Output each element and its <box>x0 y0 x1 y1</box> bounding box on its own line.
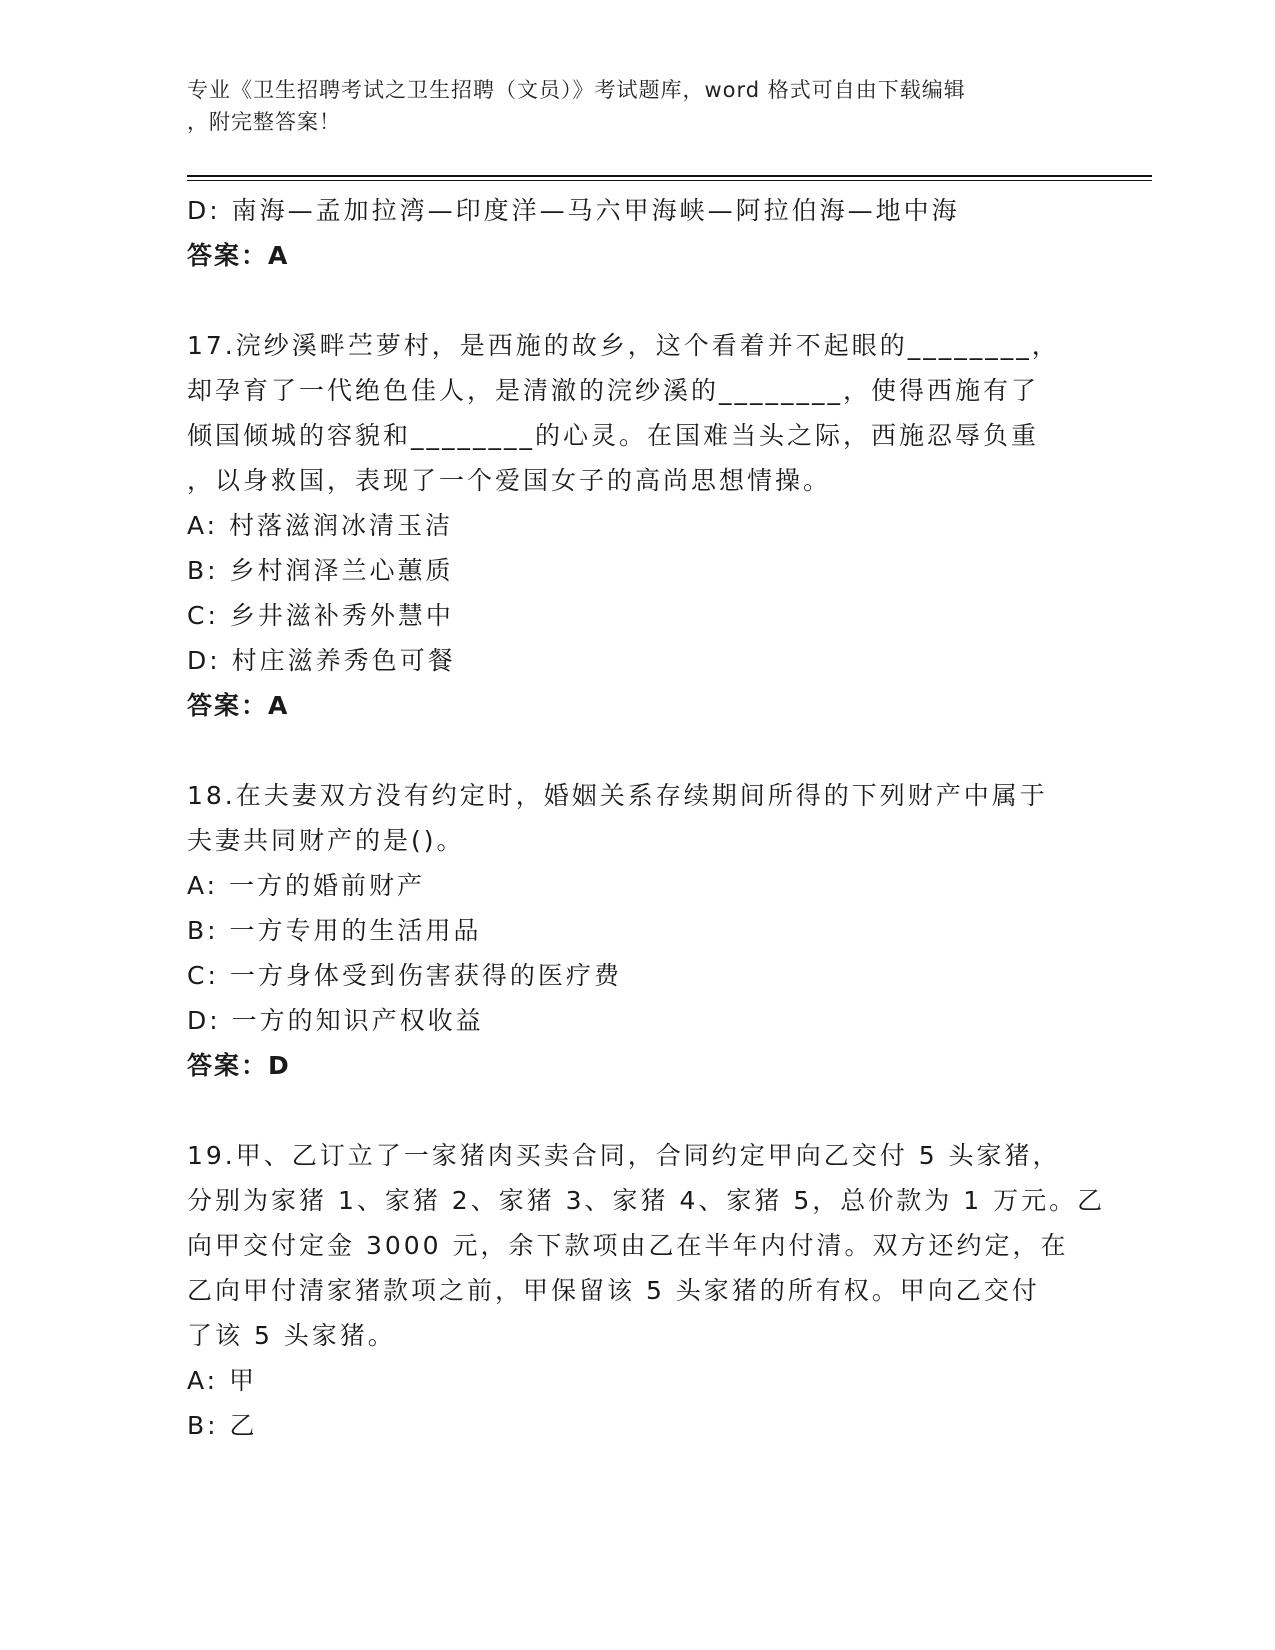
q19-stem-line-3: 向甲交付定金 3000 元，余下款项由乙在半年内付清。双方还约定，在 <box>187 1231 1069 1260</box>
q17-option-c: C: 乡井滋补秀外慧中 <box>187 601 454 630</box>
spacer <box>187 1088 1087 1133</box>
q19-option-a: A: 甲 <box>187 1366 258 1395</box>
question-body <box>187 188 1106 1448</box>
q19-stem-line-2: 分别为家猪 1、家猪 2、家猪 3、家猪 4、家猪 5，总价款为 1 万元。乙 <box>187 1186 1106 1215</box>
q18-stem-line-2: 夫妻共同财产的是()。 <box>187 826 465 855</box>
q16-option-d: D: 南海—孟加拉湾—印度洋—马六甲海峡—阿拉伯海—地中海 <box>187 196 960 225</box>
q18-answer: 答案：D <box>187 1051 291 1080</box>
q17-stem-line-4: ，以身救国，表现了一个爱国女子的高尚思想情操。 <box>187 466 832 495</box>
q18-option-a: A: 一方的婚前财产 <box>187 871 426 900</box>
q18-option-d: D: 一方的知识产权收益 <box>187 1006 484 1035</box>
q19-stem-line-1: 19.甲、乙订立了一家猪肉买卖合同，合同约定甲向乙交付 5 头家猪， <box>187 1141 1061 1170</box>
header-divider-thick <box>187 175 1152 177</box>
q16-answer: 答案：A <box>187 241 290 270</box>
q18-option-b: B: 一方专用的生活用品 <box>187 916 482 945</box>
header-line-1: 专业《卫生招聘考试之卫生招聘（文员）》考试题库，word 格式可自由下载编辑 <box>187 78 966 102</box>
q17-stem-line-1: 17.浣纱溪畔苎萝村，是西施的故乡，这个看着并不起眼的________， <box>187 331 1060 360</box>
q17-answer: 答案：A <box>187 691 290 720</box>
header-divider-thin <box>187 180 1152 181</box>
q19-stem-line-5: 了该 5 头家猪。 <box>187 1321 396 1350</box>
q17-option-b: B: 乡村润泽兰心蕙质 <box>187 556 454 585</box>
spacer <box>187 728 1087 773</box>
q17-stem-line-2: 却孕育了一代绝色佳人，是清澈的浣纱溪的________，使得西施有了 <box>187 376 1040 405</box>
header-line-2: ，附完整答案！ <box>187 110 341 134</box>
q17-option-d: D: 村庄滋养秀色可餐 <box>187 646 456 675</box>
spacer <box>187 278 1087 323</box>
q18-option-c: C: 一方身体受到伤害获得的医疗费 <box>187 961 622 990</box>
q17-stem-line-3: 倾国倾城的容貌和________的心灵。在国难当头之际，西施忍辱负重 <box>187 421 1040 450</box>
document-header <box>187 74 1067 138</box>
q19-stem-line-4: 乙向甲付清家猪款项之前，甲保留该 5 头家猪的所有权。甲向乙交付 <box>187 1276 1040 1305</box>
q18-stem-line-1: 18.在夫妻双方没有约定时，婚姻关系存续期间所得的下列财产中属于 <box>187 781 1048 810</box>
q17-option-a: A: 村落滋润冰清玉洁 <box>187 511 454 540</box>
q19-option-b: B: 乙 <box>187 1411 258 1440</box>
